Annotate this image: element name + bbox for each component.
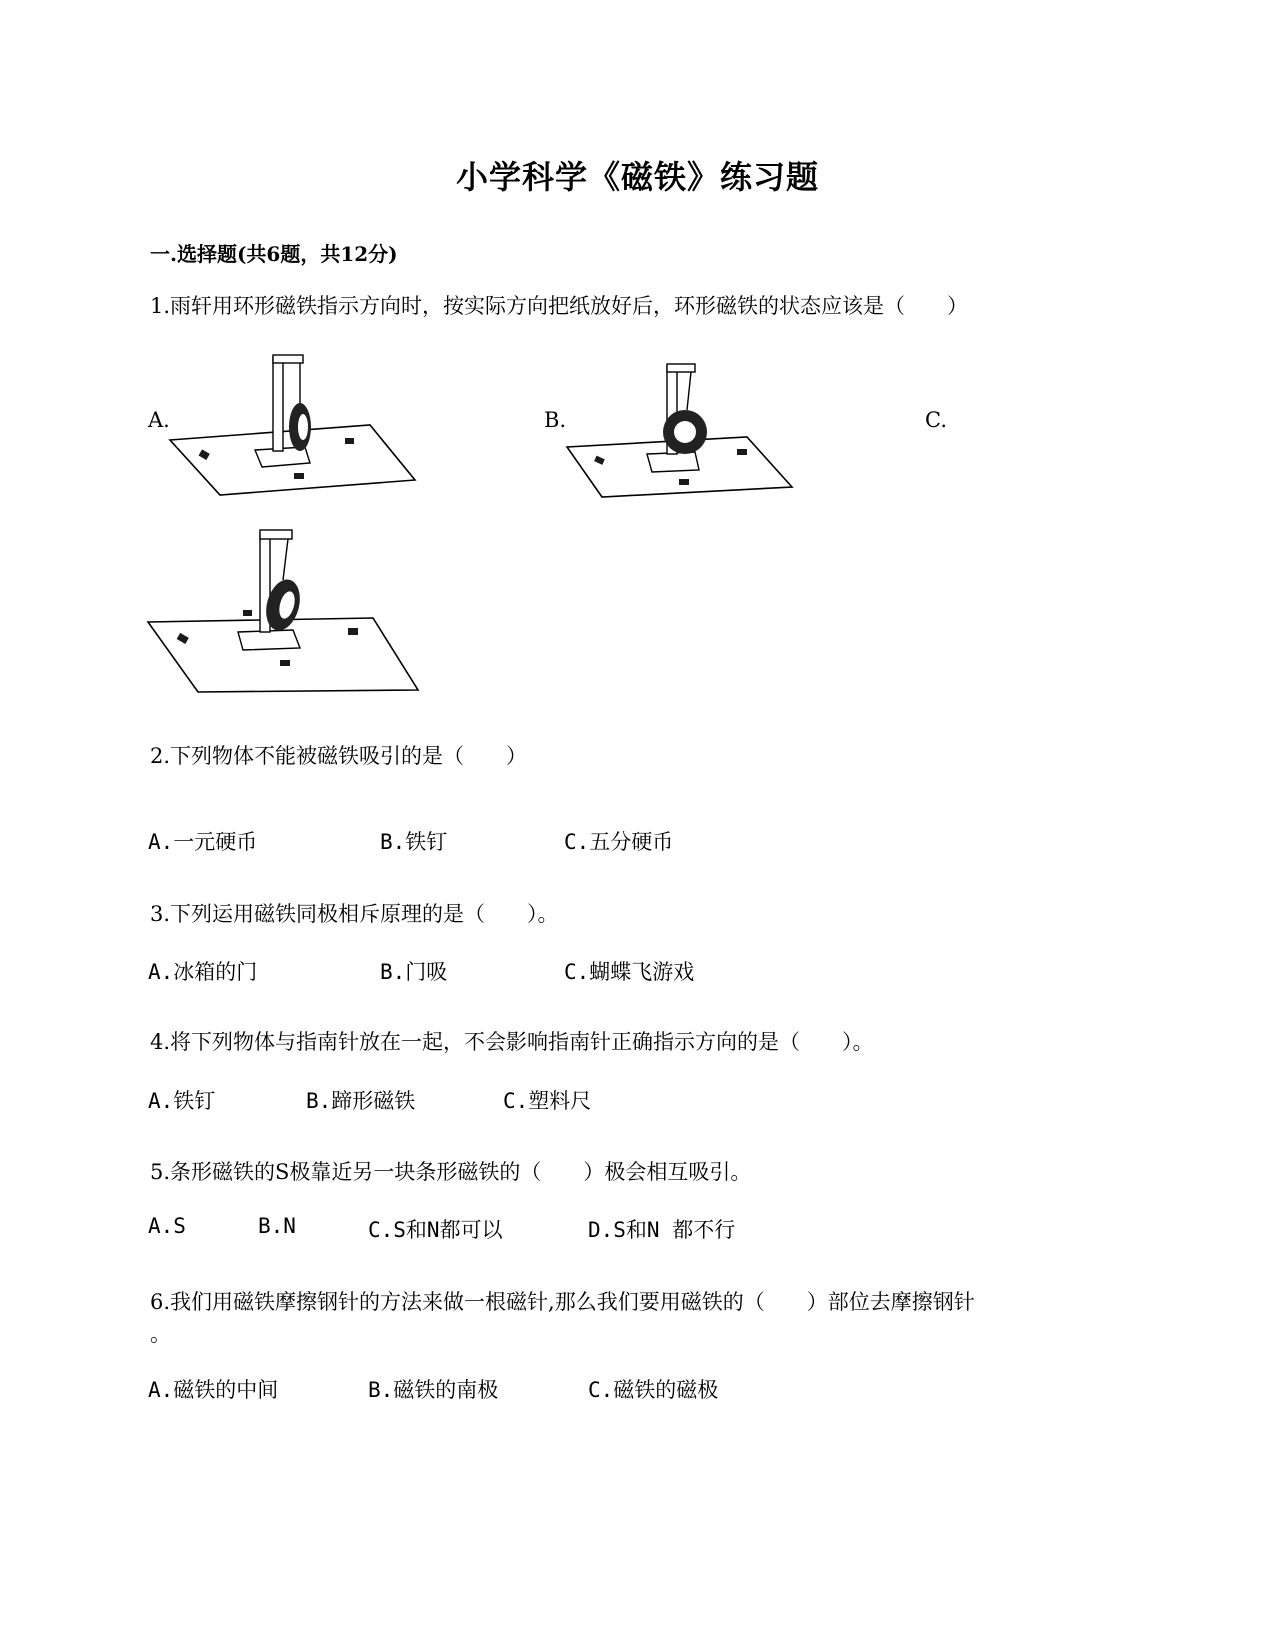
figure-b-ring-magnet-stand: [567, 362, 797, 502]
question-5-option-d: D.S和N 都不行: [588, 1218, 736, 1242]
question-5-option-b: B.N: [258, 1214, 296, 1238]
question-2-option-a: A.一元硬币: [148, 830, 258, 854]
figure-c-ring-magnet-stand: [148, 530, 423, 695]
question-2-option-c: C.五分硬币: [564, 830, 674, 854]
question-6-stem-continuation: 。: [150, 1322, 171, 1346]
question-5-option-a: A.S: [148, 1214, 186, 1238]
question-5-stem: 5.条形磁铁的S极靠近另一块条形磁铁的（ ）极会相互吸引。: [150, 1160, 752, 1184]
figure-a-ring-magnet-stand: [170, 355, 420, 495]
question-5-option-c: C.S和N都可以: [368, 1218, 503, 1242]
question-3-option-c: C.蝴蝶飞游戏: [564, 960, 695, 984]
question-2-option-b: B.铁钉: [380, 830, 448, 854]
question-1-option-a: A.: [148, 408, 170, 432]
question-4-option-a: A.铁钉: [148, 1089, 216, 1113]
section-heading: 一.选择题(共6题，共12分): [150, 242, 398, 266]
question-6-option-b: B.磁铁的南极: [368, 1378, 499, 1402]
question-1-option-c: C.: [925, 408, 947, 432]
question-6-option-a: A.磁铁的中间: [148, 1378, 279, 1402]
question-2-stem: 2.下列物体不能被磁铁吸引的是（ ）: [150, 744, 528, 768]
question-1-stem: 1.雨轩用环形磁铁指示方向时，按实际方向把纸放好后，环形磁铁的状态应该是（ ）: [150, 294, 969, 318]
question-6-stem: 6.我们用磁铁摩擦钢针的方法来做一根磁针,那么我们要用磁铁的（ ）部位去摩擦钢针: [150, 1290, 975, 1314]
question-3-option-a: A.冰箱的门: [148, 960, 258, 984]
question-4-option-c: C.塑料尺: [503, 1089, 592, 1113]
question-3-stem: 3.下列运用磁铁同极相斥原理的是（ ）。: [150, 902, 559, 926]
question-4-option-b: B.蹄形磁铁: [306, 1089, 416, 1113]
question-4-stem: 4.将下列物体与指南针放在一起，不会影响指南针正确指示方向的是（ ）。: [150, 1030, 874, 1054]
page-title: 小学科学《磁铁》练习题: [455, 158, 819, 196]
question-1-option-b: B.: [544, 408, 567, 432]
question-6-option-c: C.磁铁的磁极: [588, 1378, 719, 1402]
question-3-option-b: B.门吸: [380, 960, 448, 984]
